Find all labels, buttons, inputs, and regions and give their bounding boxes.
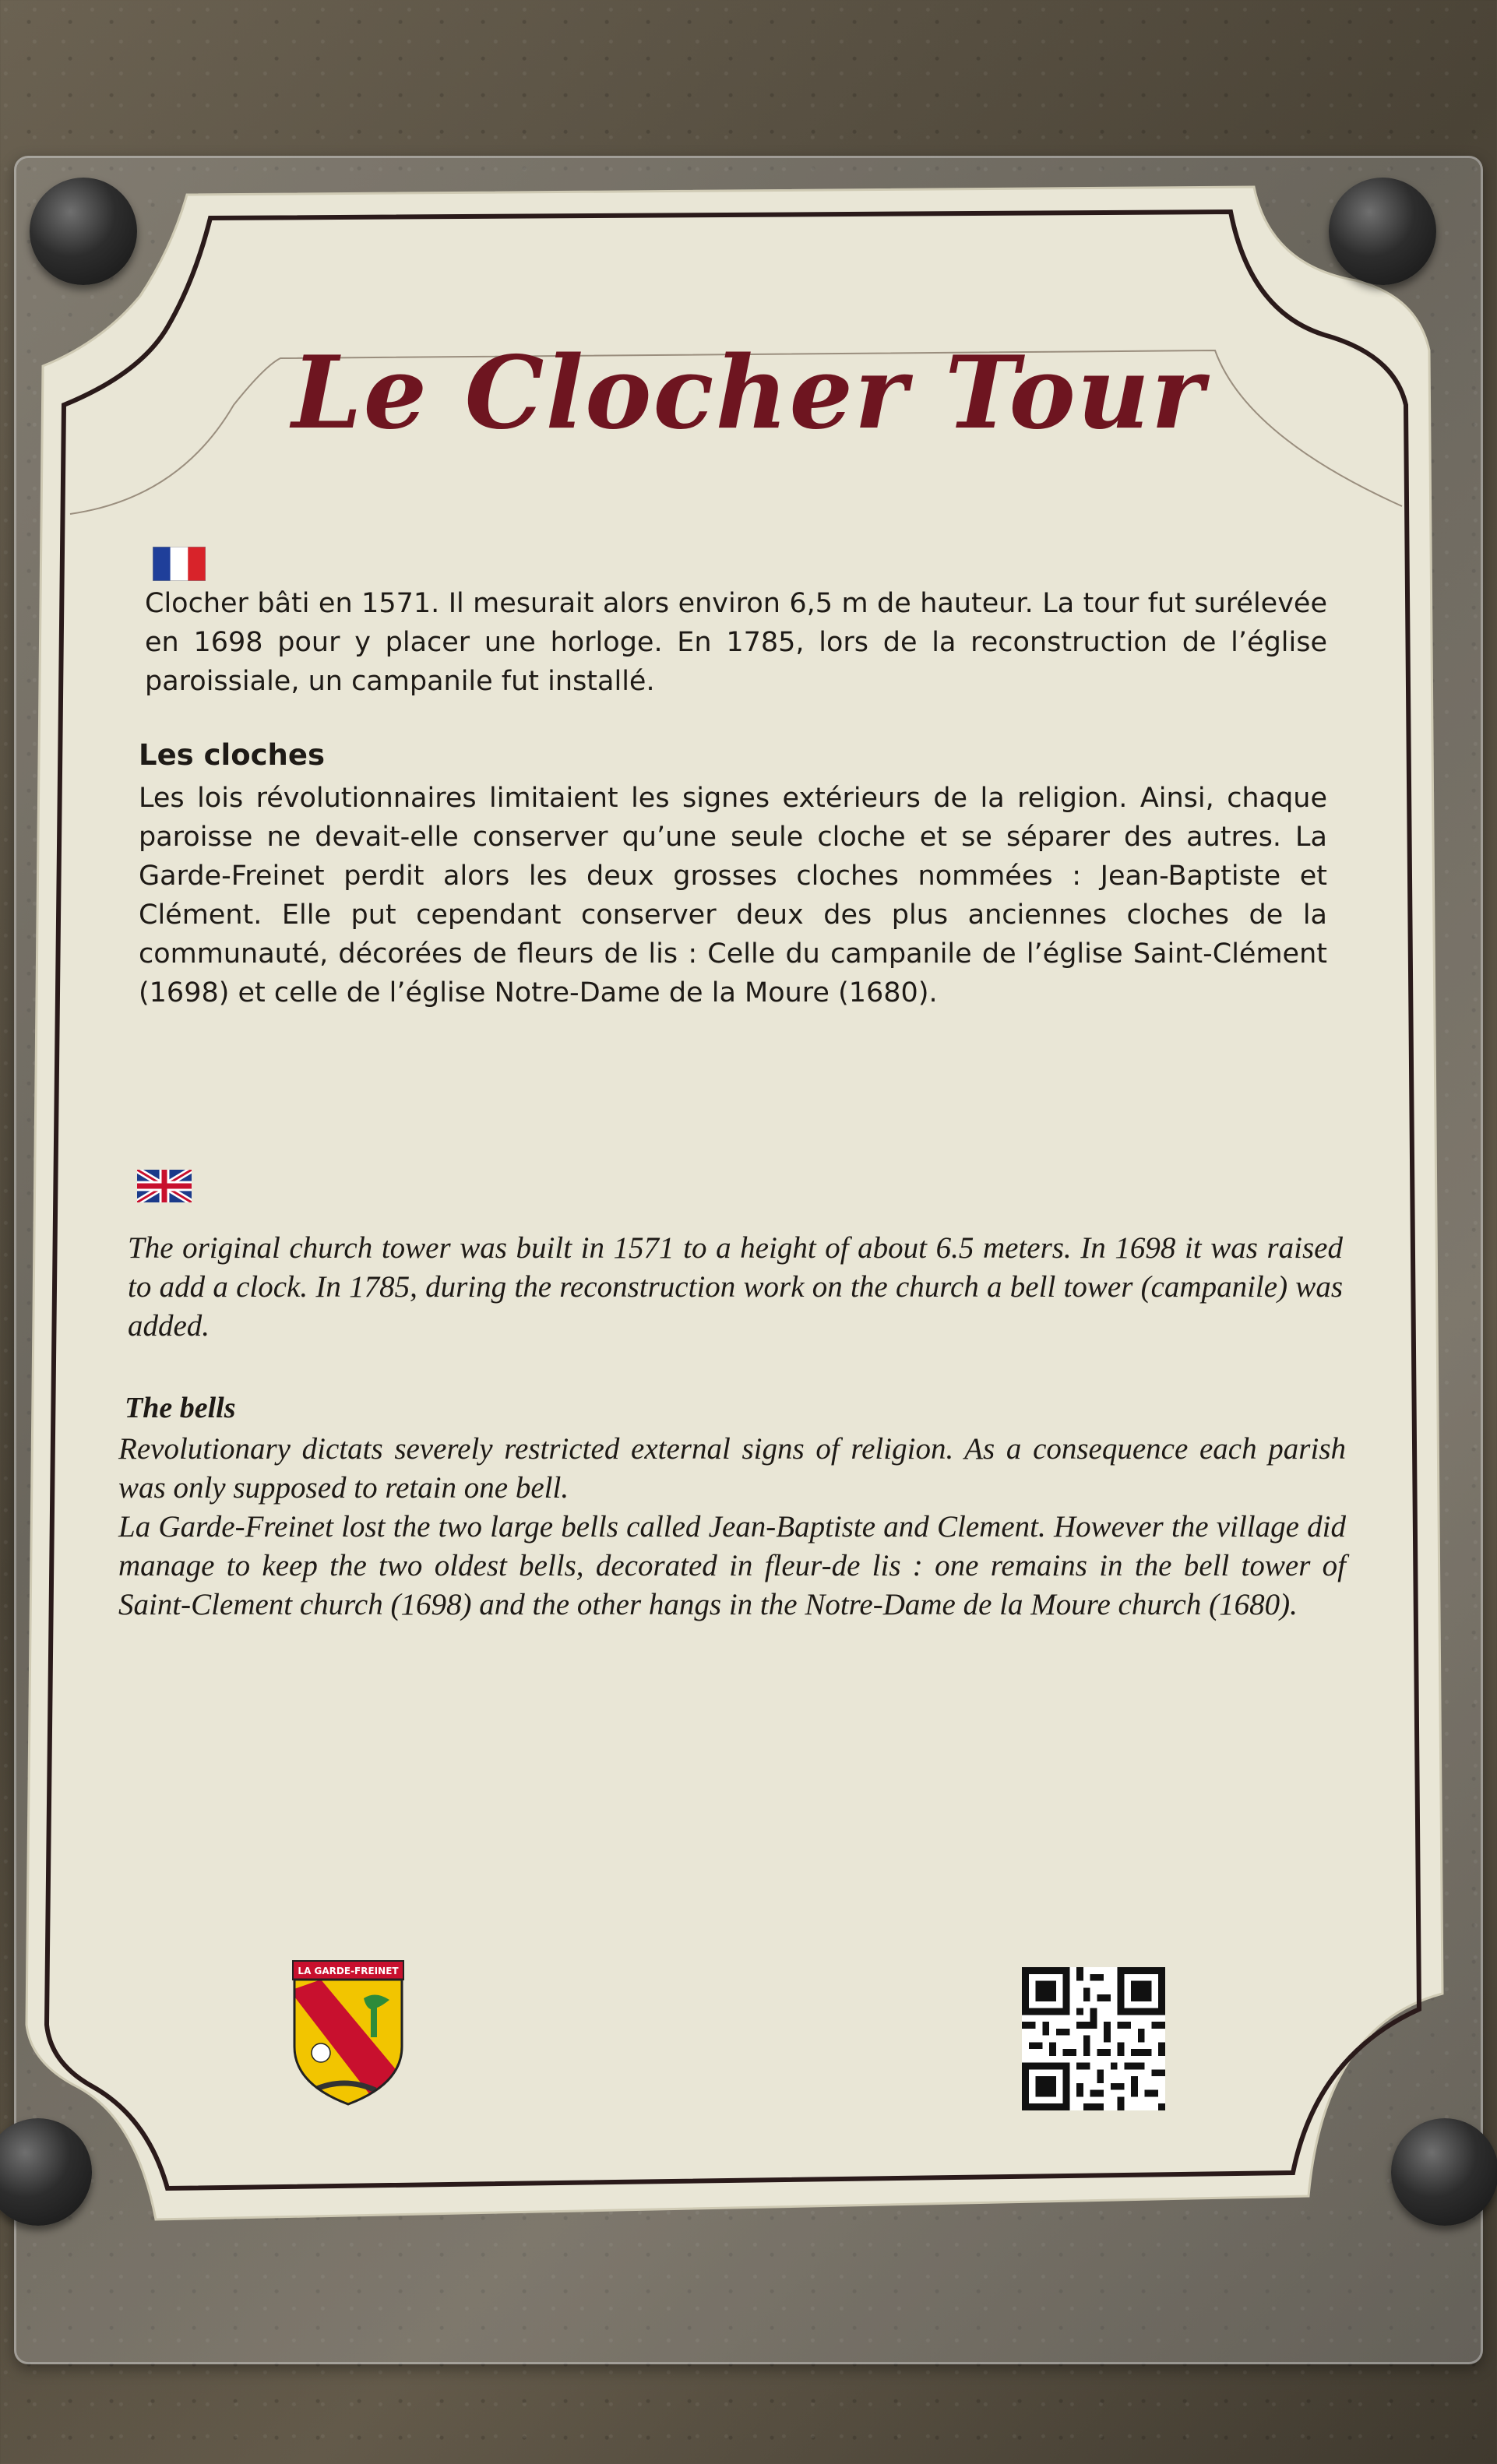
screw-top-right	[1329, 178, 1436, 285]
coat-of-arms-icon	[290, 1959, 407, 2107]
qr-code-icon[interactable]	[1022, 1967, 1165, 2110]
uk-flag-icon	[137, 1170, 192, 1202]
english-intro-text: The original church tower was built in 1571 to a height of about 6.5 meters. In 1698 it was raised to add a clock. In 1785, during the reconstruction work on the church a bell tower (campanile) was added.	[128, 1231, 1343, 1343]
crest-label: LA GARDE-FREINET	[298, 1966, 399, 1976]
english-bells-heading: The bells	[125, 1392, 236, 1424]
french-intro-text: Clocher bâti en 1571. Il mesurait alors environ 6,5 m de hauteur. La tour fut surélevée en 1698 pour y placer une horloge. En 1785, lors de la reconstruction de l’église paroissiale, un campanile fut installé.	[145, 588, 1327, 697]
french-flag-icon	[153, 547, 206, 581]
screw-top-left	[30, 178, 137, 285]
french-bells-heading: Les cloches	[139, 738, 326, 772]
screw-bottom-right	[1391, 2118, 1497, 2226]
english-bells-paragraph-2: La Garde-Freinet lost the two large bells called Jean-Baptiste and Clement. However the village did manage to keep the two oldest bells, decorated in fleur-de lis : one remains in the bell tower of Saint-Clement church (1698) and the other hangs in the Notre-Dame de la Moure church (1680).	[118, 1510, 1346, 1621]
english-bells-paragraph-1: Revolutionary dictats severely restricted external signs of religion. As a consequence each parish was only supposed to retain one bell.	[118, 1432, 1346, 1505]
english-bells-text	[118, 1430, 1346, 1624]
french-bells-text: Les lois révolutionnaires limitaient les signes extérieurs de la religion. Ainsi, chaque paroisse ne devait-elle conserver qu’une seule cloche et se séparer des autres. La Garde-Freinet perdit alors les deux grosses cloches nommées : Jean-Baptiste et Clément. Elle put cependant conserver deux des plus anciennes cloches de la communauté, décorées de fleurs de lis : Celle du campanile de l’église Saint-Clément (1698) et celle de l’église Notre-Dame de la Moure (1680).	[139, 783, 1327, 1008]
sign-title: Le Clocher Tour	[291, 335, 1206, 452]
board-panel	[26, 187, 1442, 2219]
